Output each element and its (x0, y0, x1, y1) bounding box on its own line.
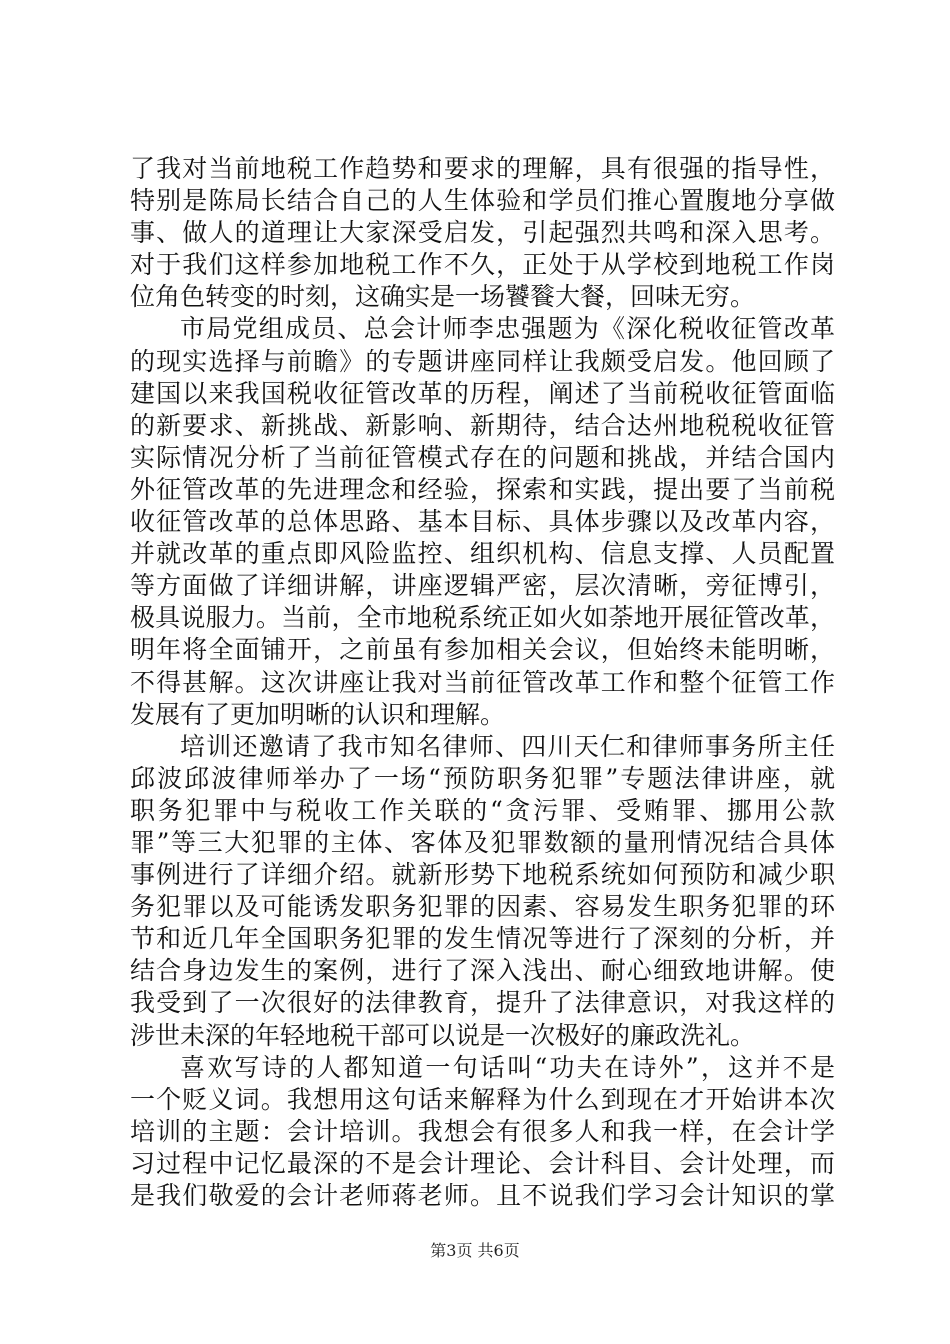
text-line: 我受到了一次很好的法律教育，提升了法律意识，对我这样的 (130, 988, 835, 1018)
text-line: 培训还邀请了我市知名律师、四川天仁和律师事务所主任 (180, 731, 835, 761)
text-line: 培训的主题：会计培训。我想会有很多人和我一样，在会计学 (130, 1116, 835, 1146)
text-line: 市局党组成员、总会计师李忠强题为《深化税收征管改革 (180, 314, 835, 344)
text-line: 发展有了更加明晰的认识和理解。 (130, 699, 506, 729)
paragraph (130, 313, 835, 730)
text-line: 事、做人的道理让大家深受启发，引起强烈共鸣和深入思考。 (130, 218, 835, 248)
text-line: 喜欢写诗的人都知道一句话叫“功夫在诗外”，这并不是 (180, 1052, 835, 1082)
text-line: 的现实选择与前瞻》的专题讲座同样让我颇受启发。他回顾了 (130, 346, 835, 376)
text-line: 邱波邱波律师举办了一场“预防职务犯罪”专题法律讲座，就 (130, 763, 835, 793)
paragraph (130, 153, 835, 313)
text-line: 收征管改革的总体思路、基本目标、具体步骤以及改革内容， (130, 507, 835, 537)
text-line: 务犯罪以及可能诱发职务犯罪的因素、容易发生职务犯罪的环 (130, 892, 835, 922)
text-line: 一个贬义词。我想用这句话来解释为什么到现在才开始讲本次 (130, 1084, 835, 1114)
text-line: 实际情况分析了当前征管模式存在的问题和挑战，并结合国内 (130, 442, 835, 472)
text-line: 是我们敬爱的会计老师蒋老师。且不说我们学习会计知识的掌 (130, 1181, 835, 1210)
document-body (130, 153, 835, 1212)
text-line: 罪”等三大犯罪的主体、客体及犯罪数额的量刑情况结合具体 (130, 827, 835, 857)
paragraph (130, 731, 835, 1052)
paragraph (130, 1052, 835, 1212)
text-line: 建国以来我国税收征管改革的历程，阐述了当前税收征管面临 (130, 378, 835, 408)
text-line: 的新要求、新挑战、新影响、新期待，结合达州地税税收征管 (130, 410, 835, 440)
text-line: 极具说服力。当前，全市地税系统正如火如荼地开展征管改革， (130, 603, 835, 633)
text-line: 特别是陈局长结合自己的人生体验和学员们推心置腹地分享做 (130, 186, 835, 216)
text-line: 位角色转变的时刻，这确实是一场饕餮大餐，回味无穷。 (130, 282, 756, 312)
text-line: 职务犯罪中与税收工作关联的“贪污罪、受贿罪、挪用公款 (130, 795, 835, 825)
text-line: 对于我们这样参加地税工作不久，正处于从学校到地税工作岗 (130, 250, 835, 280)
text-line: 涉世未深的年轻地税干部可以说是一次极好的廉政洗礼。 (130, 1020, 756, 1050)
text-line: 了我对当前地税工作趋势和要求的理解，具有很强的指导性， (130, 154, 835, 183)
text-line: 节和近几年全国职务犯罪的发生情况等进行了深刻的分析，并 (130, 924, 835, 954)
page-footer: 第3页 共6页 (430, 1241, 520, 1260)
text-line: 事例进行了详细介绍。就新形势下地税系统如何预防和减少职 (130, 860, 835, 890)
text-line: 明年将全面铺开，之前虽有参加相关会议，但始终未能明晰， (130, 635, 835, 665)
text-line: 结合身边发生的案例，进行了深入浅出、耐心细致地讲解。使 (130, 956, 835, 986)
text-line: 不得甚解。这次讲座让我对当前征管改革工作和整个征管工作 (130, 667, 835, 697)
text-line: 并就改革的重点即风险监控、组织机构、信息支撑、人员配置 (130, 539, 835, 569)
text-line: 外征管改革的先进理念和经验，探索和实践，提出要了当前税 (130, 474, 835, 504)
text-line: 习过程中记忆最深的不是会计理论、会计科目、会计处理，而 (130, 1148, 835, 1178)
text-line: 等方面做了详细讲解，讲座逻辑严密，层次清晰，旁征博引， (130, 571, 835, 601)
